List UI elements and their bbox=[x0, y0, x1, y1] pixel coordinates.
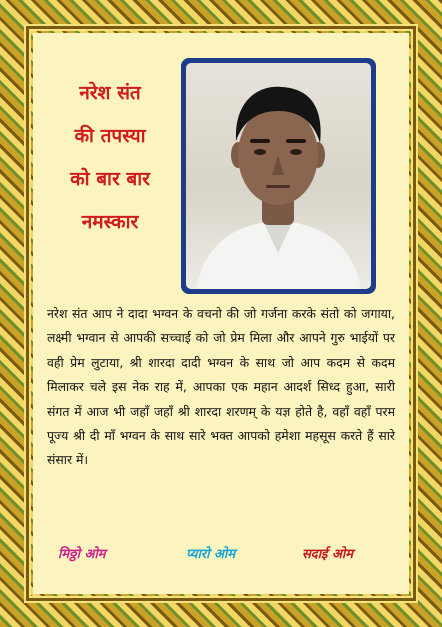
title-line: नमस्कार bbox=[81, 211, 139, 233]
signoff-sadai-om: सदाई ओम bbox=[302, 547, 354, 562]
portrait-eyebrow bbox=[250, 139, 270, 143]
signoff-mittho-om: मिठ्ठो ओम bbox=[58, 547, 106, 562]
title-line: को बार बार bbox=[70, 168, 150, 190]
portrait-illustration bbox=[186, 63, 371, 289]
tribute-message: नरेश संत आप ने दादा भग्वन के वचनो की जो गर्जना करके संतो को जगाया, लक्ष्मी भग्वान से आपकी सच्चाई को जो प्रेम मिला और आपने गुरु भाईयों पर वही प्रेम लुटाया, श्री शारदा दादी भग्वन के साथ जो आप कदम से कदम मिलाकर चले इस नेक राह में, आपका एक महान आदर्श सिध्द हुआ, सारी संगत में आज भी जहाँ जहाँ श्री शारदा शरणम् के यज्ञ होते है, वहाँ वहाँ परम पूज्य श्री दी माँ भग्वन के साथ सारे भक्त आपको हमेशा महसूस करते हैं सारे संसार में। bbox=[47, 306, 395, 468]
portrait-frame bbox=[181, 58, 376, 294]
signoff-pyaro-om: प्यारो ओम bbox=[186, 547, 236, 562]
title-line: की तपस्या bbox=[74, 125, 146, 147]
title-line: नरेश संत bbox=[79, 82, 141, 104]
tribute-title bbox=[45, 72, 175, 244]
portrait-eye bbox=[254, 149, 266, 155]
portrait-mouth bbox=[266, 185, 290, 188]
portrait-photo bbox=[186, 63, 371, 289]
portrait-eye bbox=[290, 149, 302, 155]
portrait-eyebrow bbox=[286, 139, 306, 143]
